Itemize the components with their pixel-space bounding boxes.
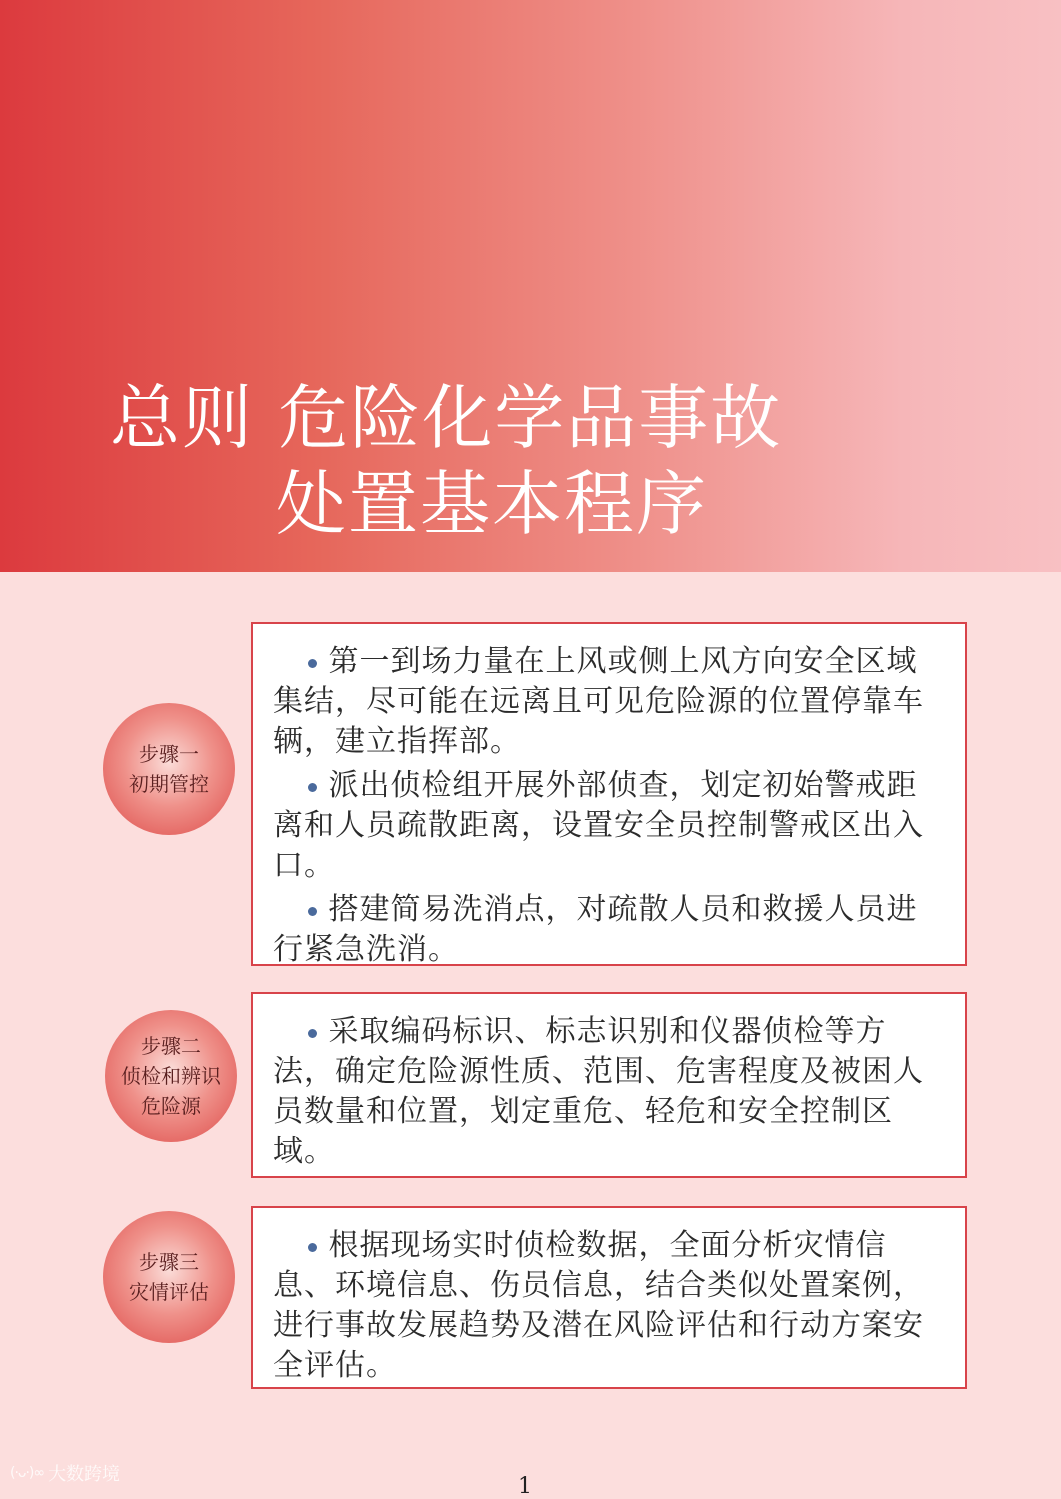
- bullet-text: 根据现场实时侦检数据，全面分析灾情信息、环境信息、伤员信息，结合类似处置案例，进行事故发展趋势及潜在风险评估和行动方案安全评估。: [273, 1228, 924, 1383]
- step-1-card: [251, 622, 967, 966]
- step-1-title: 初期管控: [129, 772, 209, 796]
- bullet-text: 第一到场力量在上风或侧上风方向安全区域集结，尽可能在远离且可见危险源的位置停靠车辆，建立指挥部。: [273, 644, 924, 759]
- bullet-text: 搭建简易洗消点，对疏散人员和救援人员进行紧急洗消。: [273, 892, 918, 967]
- step-1-badge: [103, 703, 235, 835]
- step-1-bullet-3: [273, 890, 945, 970]
- bullet-dot-icon: [308, 783, 317, 792]
- step-2-title-cont: 危险源: [141, 1094, 201, 1118]
- step-3-card: [251, 1206, 967, 1389]
- step-2-bullet-1: [273, 1012, 945, 1172]
- bullet-dot-icon: [308, 1243, 317, 1252]
- bullet-text: 派出侦检组开展外部侦查，划定初始警戒距离和人员疏散距离，设置安全员控制警戒区出入口。: [273, 768, 924, 883]
- bullet-dot-icon: [308, 907, 317, 916]
- step-2-title: 侦检和辨识: [121, 1064, 221, 1088]
- step-1-bullet-1: [273, 642, 945, 762]
- step-1-number: 步骤一: [139, 742, 199, 766]
- watermark-logo-icon: (·ᴗ·)∞: [10, 1465, 45, 1481]
- step-3-bullet-1: [273, 1226, 945, 1386]
- step-1-bullet-2: [273, 766, 945, 886]
- step-2-card: [251, 992, 967, 1178]
- step-2-number: 步骤二: [141, 1034, 201, 1058]
- step-3-number: 步骤三: [139, 1250, 199, 1274]
- bullet-dot-icon: [308, 1029, 317, 1038]
- watermark-text: 大数跨境: [48, 1464, 121, 1485]
- page-number: 1: [518, 1474, 532, 1499]
- step-3-title: 灾情评估: [129, 1280, 209, 1304]
- watermark: [10, 1460, 120, 1486]
- page-title: [110, 375, 782, 547]
- step-2-badge: [105, 1010, 237, 1142]
- title-line-2: 处置基本程序: [276, 463, 708, 545]
- bullet-text: 采取编码标识、标志识别和仪器侦检等方法，确定危险源性质、范围、危害程度及被困人员数量和位置，划定重危、轻危和安全控制区域。: [273, 1014, 924, 1169]
- step-3-badge: [103, 1211, 235, 1343]
- bullet-dot-icon: [308, 659, 317, 668]
- title-line-1: 总则 危险化学品事故: [110, 377, 783, 459]
